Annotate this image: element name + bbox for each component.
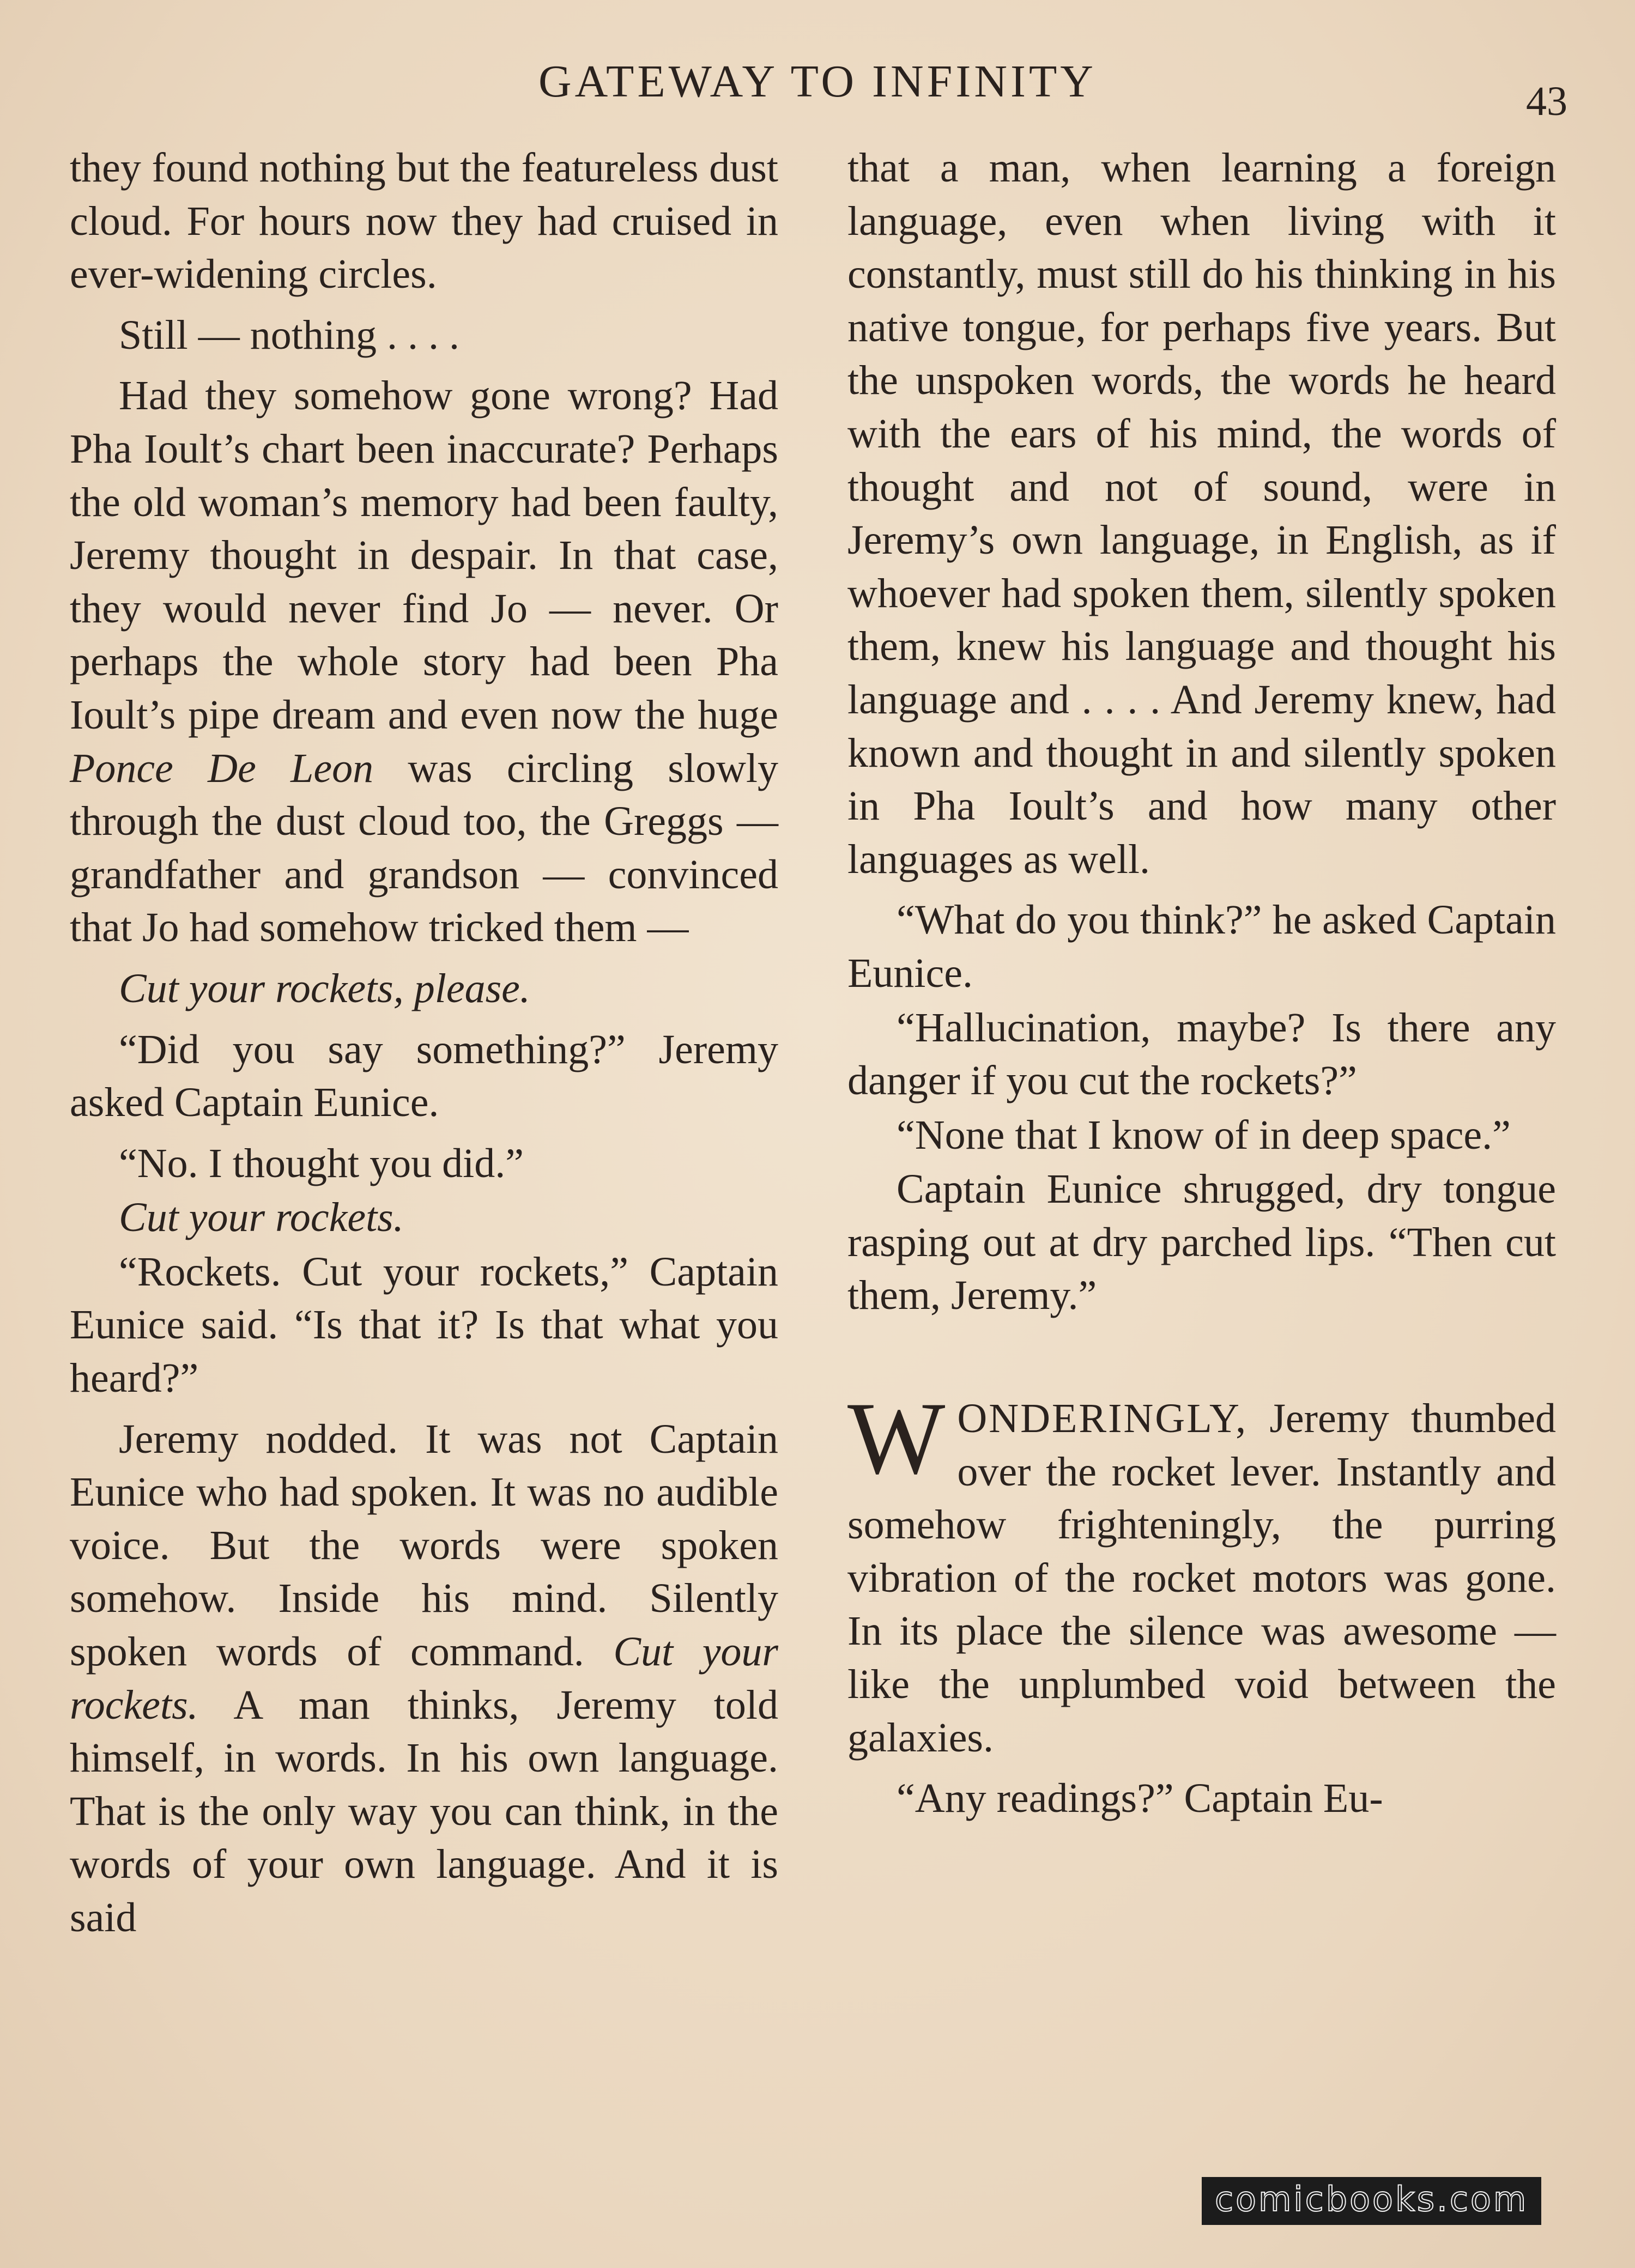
- section-opening-paragraph: [847, 1381, 1556, 1764]
- paragraph: “Any readings?” Captain Eu-: [897, 1775, 1383, 1822]
- paragraph: [70, 1191, 778, 1245]
- telepathic-command: Cut your rockets, please.: [119, 965, 530, 1011]
- telepathic-command: Cut your rockets.: [119, 1194, 404, 1241]
- paragraph: [70, 962, 778, 1016]
- paragraph: “No. I thought you did.”: [119, 1140, 524, 1186]
- paragraph-text: Had they somehow gone wrong? Had Pha Ioult’s chart been inaccurate? Perhaps the old woman’s memory had been faulty, Jeremy thought in despair. In that case, they would never find Jo — never. Or perhaps the whole story had been Pha Ioult’s pipe dream and even now the huge: [70, 373, 778, 738]
- paragraph: [70, 369, 778, 955]
- paragraph: “None that I know of in deep space.”: [897, 1112, 1511, 1158]
- telepathic-command: Cut your rockets.: [70, 1629, 778, 1728]
- page-number: 43: [1526, 78, 1567, 124]
- running-title: GATEWAY TO INFINITY: [538, 56, 1097, 107]
- paragraph: “Rockets. Cut your rockets,” Captain Eunice said. “Is that it? Is that what you heard?”: [70, 1248, 778, 1402]
- ship-name: Ponce De Leon: [70, 745, 374, 791]
- paragraph: [70, 1413, 778, 1945]
- paragraph: they found nothing but the featureless dust cloud. For hours now they had cruised in ever-widening circles.: [70, 145, 778, 298]
- watermark: comicbooks.com: [1202, 2177, 1541, 2225]
- drop-cap: W: [847, 1381, 946, 1496]
- paragraph-text: was circling slowly through the dust cloud too, the Greggs — grandfather and grandson — convinced that Jo had somehow tricked them —: [70, 745, 778, 951]
- left-column: [70, 142, 778, 1945]
- paragraph-text: Jeremy nodded. It was not Captain Eunice who had spoken. It was no audible voice. But the words were spoken somehow. Inside his mind. Silently spoken words of command.: [70, 1416, 778, 1675]
- paragraph-text: Jeremy thumbed over the rocket lever. Instantly and somehow frighteningly, the purring vibration of the rocket motors was gone. In its place the silence was awesome — like the unplumbed void between the galaxies.: [847, 1396, 1556, 1761]
- paragraph: Still — nothing . . . .: [119, 312, 459, 358]
- paragraph: that a man, when learning a foreign language, even when living with it constantly, must still do his thinking in his native tongue, for perhaps five years. But the unspoken words, the words he heard with the ears of his mind, the words of thought and not of sound, were in Jeremy’s own language, in English, as if whoever had spoken them, silently spoken them, knew his language and thought his language and . . . . And Jeremy knew, had known and thought in and silently spoken in Pha Ioult’s and how many other languages as well.: [847, 145, 1556, 882]
- paragraph-text: A man thinks, Jeremy told himself, in words. In his own language. That is the only way you can think, in the words of your own language. And it is said: [70, 1682, 779, 1940]
- paragraph: “What do you think?” he asked Captain Eunice.: [847, 897, 1556, 996]
- paragraph: “Did you say something?” Jeremy asked Captain Eunice.: [70, 1026, 778, 1126]
- right-column: [847, 142, 1556, 1826]
- paragraph: Captain Eunice shrugged, dry tongue rasping out at dry parched lips. “Then cut them, Jeremy.”: [847, 1166, 1556, 1319]
- paragraph: “Hallucination, maybe? Is there any danger if you cut the rockets?”: [847, 1004, 1556, 1104]
- small-caps-lead: ONDERINGLY,: [957, 1396, 1248, 1442]
